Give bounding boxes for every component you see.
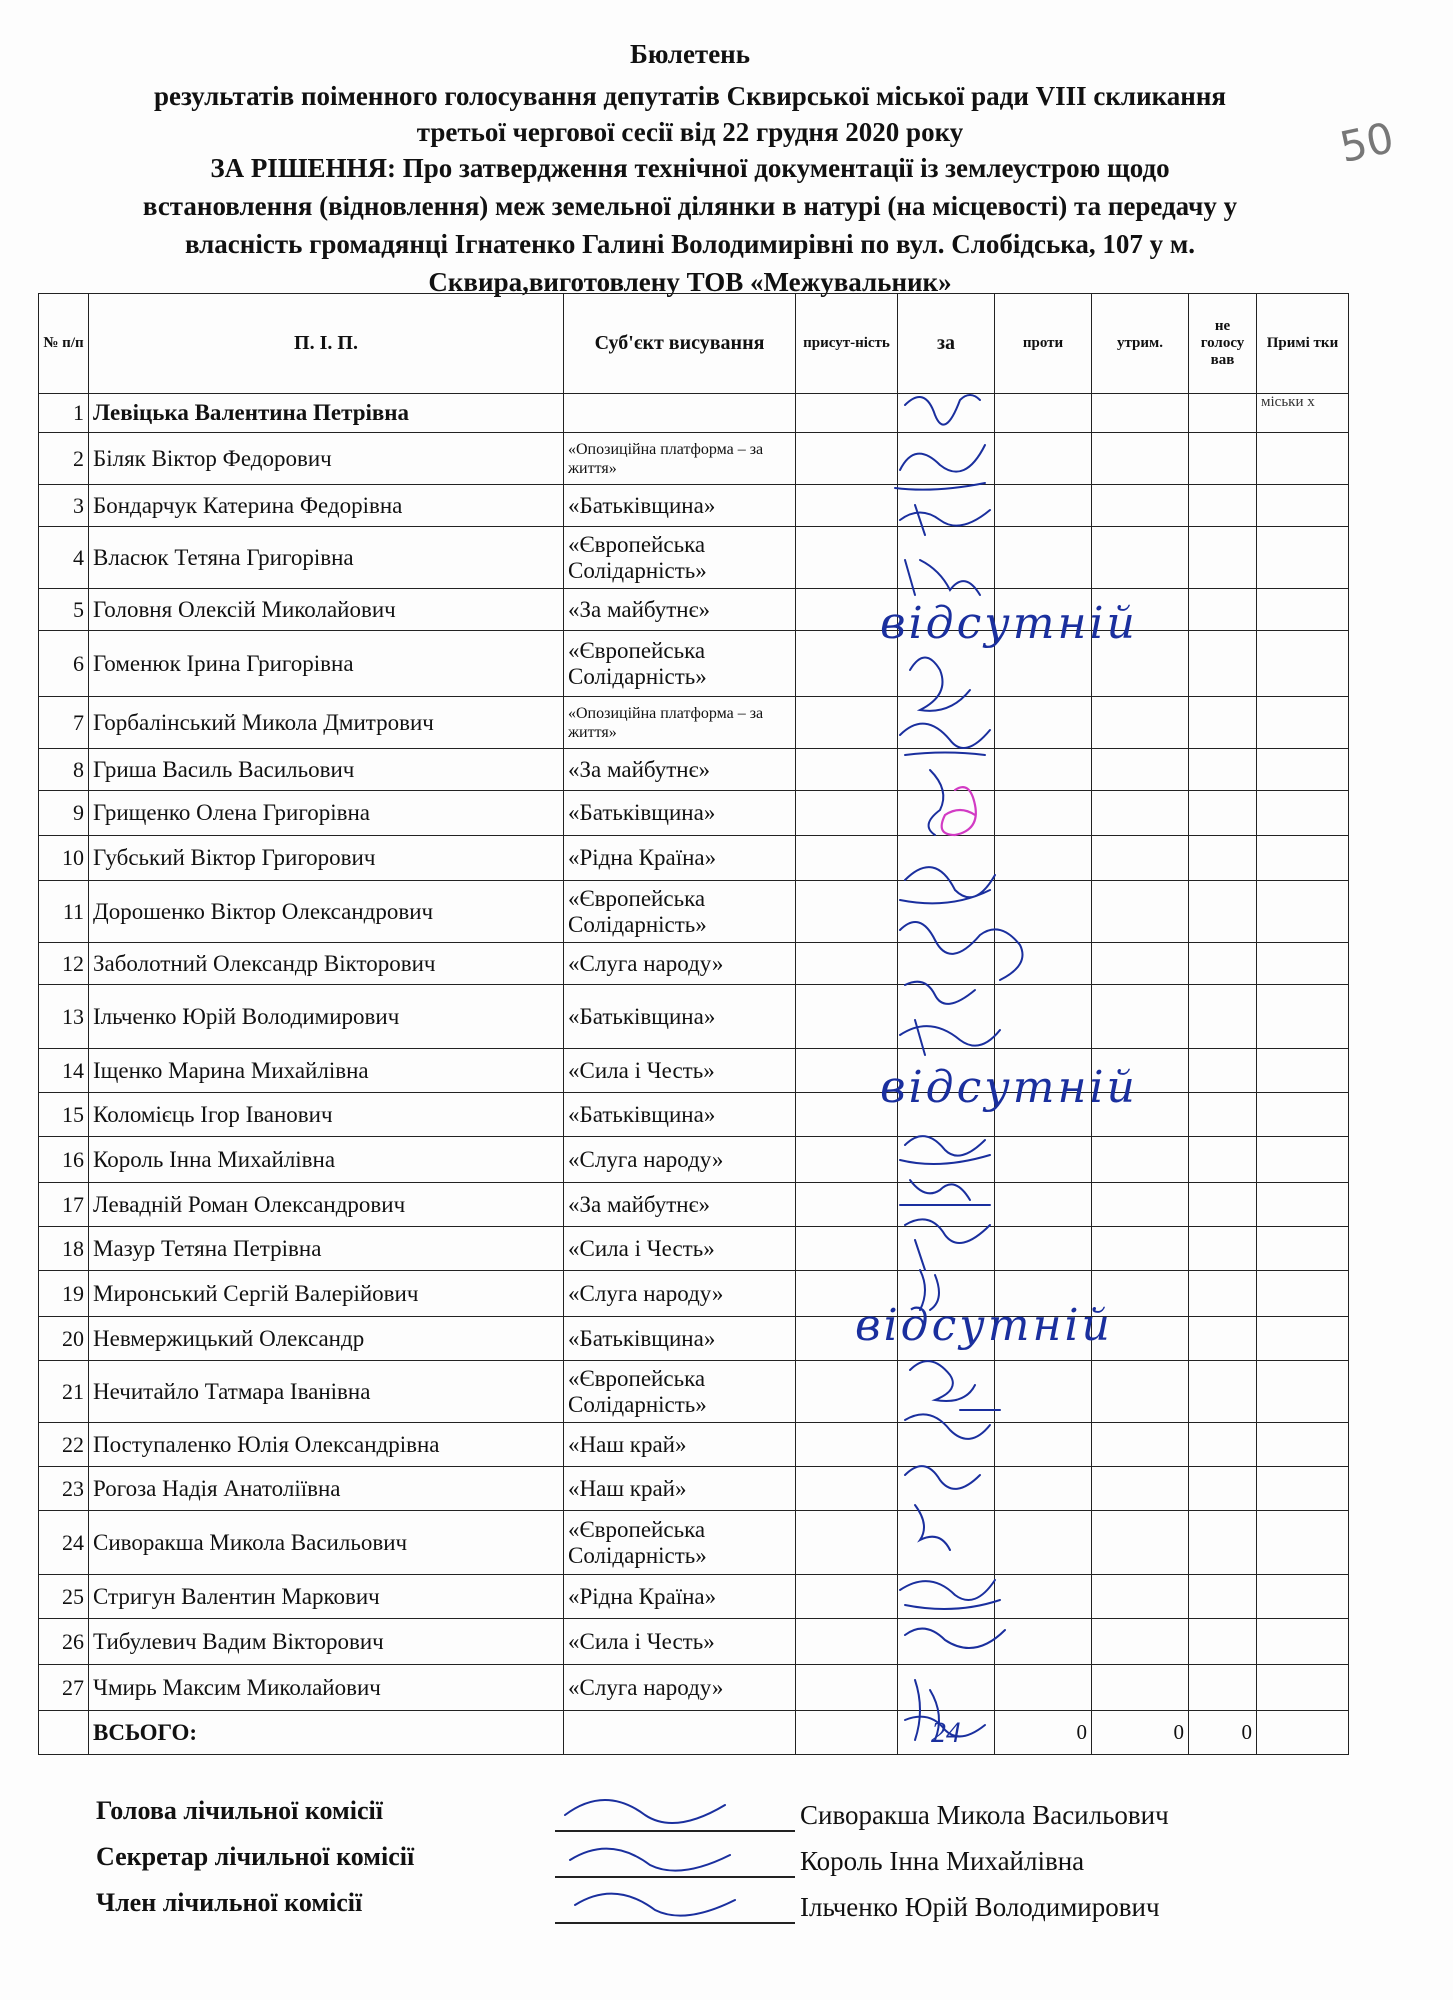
row-subject: «Опозиційна платформа – за життя»	[564, 433, 796, 485]
decision-line4: Сквира,виготовлену ТОВ «Межувальник»	[428, 267, 952, 297]
signature-row7	[900, 724, 990, 755]
signature-row2	[895, 445, 985, 490]
row-num: 24	[39, 1511, 89, 1575]
row-name: Біляк Віктор Федорович	[89, 433, 564, 485]
signature-member	[575, 1894, 735, 1916]
header-num: № п/п	[39, 294, 89, 394]
ballot-title: Бюлетень	[629, 39, 751, 69]
row-subject: «Європейська Солідарність»	[564, 527, 796, 589]
row-num: 26	[39, 1619, 89, 1665]
row-name: Іщенко Марина Михайлівна	[89, 1049, 564, 1093]
row-subject: «Рідна Країна»	[564, 1575, 796, 1619]
row-num: 12	[39, 943, 89, 985]
row-name: Левадній Роман Олександрович	[89, 1183, 564, 1227]
header-subject: Суб'єкт висування	[564, 294, 796, 394]
header-for: за	[898, 294, 995, 394]
row-num: 23	[39, 1467, 89, 1511]
row-subject: «Європейська Солідарність»	[564, 1361, 796, 1423]
row-subject: «Європейська Солідарність»	[564, 881, 796, 943]
signature-row21	[905, 1410, 1000, 1439]
row-num: 7	[39, 697, 89, 749]
row-name: Нечитайло Татмара Іванівна	[89, 1361, 564, 1423]
secretary-label: Секретар лічильної комісії	[96, 1842, 415, 1871]
row-subject: «Наш край»	[564, 1467, 796, 1511]
secretary-name: Король Інна Михайлівна	[800, 1846, 1085, 1876]
signature-row6	[910, 658, 970, 711]
row-num: 15	[39, 1093, 89, 1137]
header-abstain: утрим.	[1092, 294, 1189, 394]
signature-row9-pink	[942, 787, 976, 835]
signature-row12	[905, 982, 975, 1004]
row-subject: «Слуга народу»	[564, 1137, 796, 1183]
row-num: 5	[39, 589, 89, 631]
signature-row4	[905, 560, 980, 595]
total-abstain: 0	[1092, 1711, 1189, 1755]
row-subject: «Рідна Країна»	[564, 836, 796, 881]
total-label: ВСЬОГО:	[89, 1711, 564, 1755]
chair-name: Сиворакша Микола Васильович	[800, 1800, 1169, 1830]
row-name: Ільченко Юрій Володимирович	[89, 985, 564, 1049]
row-name: Дорошенко Віктор Олександрович	[89, 881, 564, 943]
row-num: 2	[39, 433, 89, 485]
row-name: Головня Олексій Миколайович	[89, 589, 564, 631]
signature-row23	[915, 1505, 950, 1550]
signature-row3	[900, 505, 990, 535]
signature-row22	[905, 1466, 980, 1489]
member-label: Член лічильної комісії	[96, 1888, 363, 1917]
ballot-subtitle-line1: результатів поіменного голосування депутатів Сквирської міської ради VIII скликання	[153, 81, 1227, 111]
total-for: 24	[898, 1711, 995, 1755]
row-subject: «Батьківщина»	[564, 985, 796, 1049]
row-name: Горбалінський Микола Дмитрович	[89, 697, 564, 749]
signature-row24	[900, 1580, 1000, 1609]
row-name: Сиворакша Микола Васильович	[89, 1511, 564, 1575]
row-subject: «За майбутнє»	[564, 589, 796, 631]
row-num: 20	[39, 1317, 89, 1361]
row-num: 3	[39, 485, 89, 527]
member-signature-line	[555, 1922, 795, 1924]
row-num: 9	[39, 791, 89, 836]
row-name: Стригун Валентин Маркович	[89, 1575, 564, 1619]
row-subject: «Батьківщина»	[564, 1093, 796, 1137]
signature-row15	[900, 1136, 990, 1164]
row-subject: «Сила і Честь»	[564, 1619, 796, 1665]
row-name: Власюк Тетяна Григорівна	[89, 527, 564, 589]
signature-row25	[905, 1629, 1005, 1648]
signature-row18	[920, 1270, 939, 1310]
row-num: 16	[39, 1137, 89, 1183]
header-present: присут-ність	[796, 294, 898, 394]
decision-line1: ЗА РІШЕННЯ: Про затвердження технічної документації із землеустрою щодо	[210, 153, 1170, 183]
row-subject: «Слуга народу»	[564, 1271, 796, 1317]
row-subject: «Європейська Солідарність»	[564, 631, 796, 697]
header-not-voted: не голосу вав	[1189, 294, 1257, 394]
row-num: 4	[39, 527, 89, 589]
total-against: 0	[995, 1711, 1092, 1755]
signature-secretary	[570, 1849, 730, 1871]
header-against: проти	[995, 294, 1092, 394]
margin-number-note: 50	[1335, 112, 1398, 173]
chair-label: Голова лічильної комісії	[96, 1796, 383, 1825]
header-name: П. І. П.	[89, 294, 564, 394]
signature-row1	[905, 395, 980, 425]
row-num: 27	[39, 1665, 89, 1711]
ballot-subtitle-line2: третьої чергової сесії від 22 грудня 2020 року	[416, 117, 964, 147]
row-num: 22	[39, 1423, 89, 1467]
row-subject: «За майбутнє»	[564, 1183, 796, 1227]
row-note: міськи х	[1257, 394, 1349, 433]
row-name: Губський Віктор Григорович	[89, 836, 564, 881]
absent-mark-row5: відсутній	[880, 598, 1138, 649]
row-name: Невмержицький Олександр	[89, 1317, 564, 1361]
signature-row13	[900, 1020, 1000, 1055]
row-num: 6	[39, 631, 89, 697]
row-subject: «Батьківщина»	[564, 485, 796, 527]
decision-line2: встановлення (відновлення) меж земельної ділянки в натурі (на місцевості) та передачу у	[142, 191, 1238, 221]
total-not-voted: 0	[1189, 1711, 1257, 1755]
row-num: 8	[39, 749, 89, 791]
row-name: Тибулевич Вадим Вікторович	[89, 1619, 564, 1665]
row-subject: «Наш край»	[564, 1423, 796, 1467]
row-name: Заболотний Олександр Вікторович	[89, 943, 564, 985]
row-name: Гриша Василь Васильович	[89, 749, 564, 791]
row-name: Грищенко Олена Григорівна	[89, 791, 564, 836]
row-name: Миронський Сергій Валерійович	[89, 1271, 564, 1317]
row-num: 17	[39, 1183, 89, 1227]
row-name: Мазур Тетяна Петрівна	[89, 1227, 564, 1271]
row-num: 25	[39, 1575, 89, 1619]
row-num: 13	[39, 985, 89, 1049]
row-subject: «Батьківщина»	[564, 791, 796, 836]
member-name: Ільченко Юрій Володимирович	[800, 1892, 1160, 1922]
absent-mark-row19: відсутній	[855, 1300, 1113, 1351]
row-name: Левіцька Валентина Петрівна	[89, 394, 564, 433]
signature-row17	[905, 1219, 990, 1270]
row-subject: «Слуга народу»	[564, 943, 796, 985]
row-subject: «Батьківщина»	[564, 1317, 796, 1361]
secretary-signature-line	[555, 1876, 795, 1878]
row-subject: «Опозиційна платформа – за життя»	[564, 697, 796, 749]
row-name: Король Інна Михайлівна	[89, 1137, 564, 1183]
row-subject: «Слуга народу»	[564, 1665, 796, 1711]
row-name: Чмирь Максим Миколайович	[89, 1665, 564, 1711]
absent-mark-row14: відсутній	[880, 1062, 1138, 1113]
row-name: Рогоза Надія Анатоліївна	[89, 1467, 564, 1511]
row-num: 14	[39, 1049, 89, 1093]
row-subject: «За майбутнє»	[564, 749, 796, 791]
row-name: Поступаленко Юлія Олександрівна	[89, 1423, 564, 1467]
row-subject: «Сила і Честь»	[564, 1049, 796, 1093]
decision-line3: власність громадянці Ігнатенко Галині Володимирівні по вул. Слобідська, 107 у м.	[184, 229, 1196, 259]
row-num: 18	[39, 1227, 89, 1271]
row-subject: «Сила і Честь»	[564, 1227, 796, 1271]
row-num: 11	[39, 881, 89, 943]
row-name: Бондарчук Катерина Федорівна	[89, 485, 564, 527]
row-num: 10	[39, 836, 89, 881]
row-num: 1	[39, 394, 89, 433]
row-name: Гоменюк Ірина Григорівна	[89, 631, 564, 697]
signature-row16	[900, 1180, 990, 1205]
chair-signature-line	[555, 1830, 795, 1832]
signature-row26	[915, 1680, 939, 1740]
row-num: 19	[39, 1271, 89, 1317]
signature-chair	[565, 1800, 725, 1823]
header-notes: Примі тки	[1257, 294, 1349, 394]
signature-row11	[900, 922, 1023, 980]
row-subject: «Європейська Солідарність»	[564, 1511, 796, 1575]
signature-row20	[910, 1361, 975, 1401]
signature-row10	[900, 867, 995, 903]
row-num: 21	[39, 1361, 89, 1423]
row-name: Коломієць Ігор Іванович	[89, 1093, 564, 1137]
